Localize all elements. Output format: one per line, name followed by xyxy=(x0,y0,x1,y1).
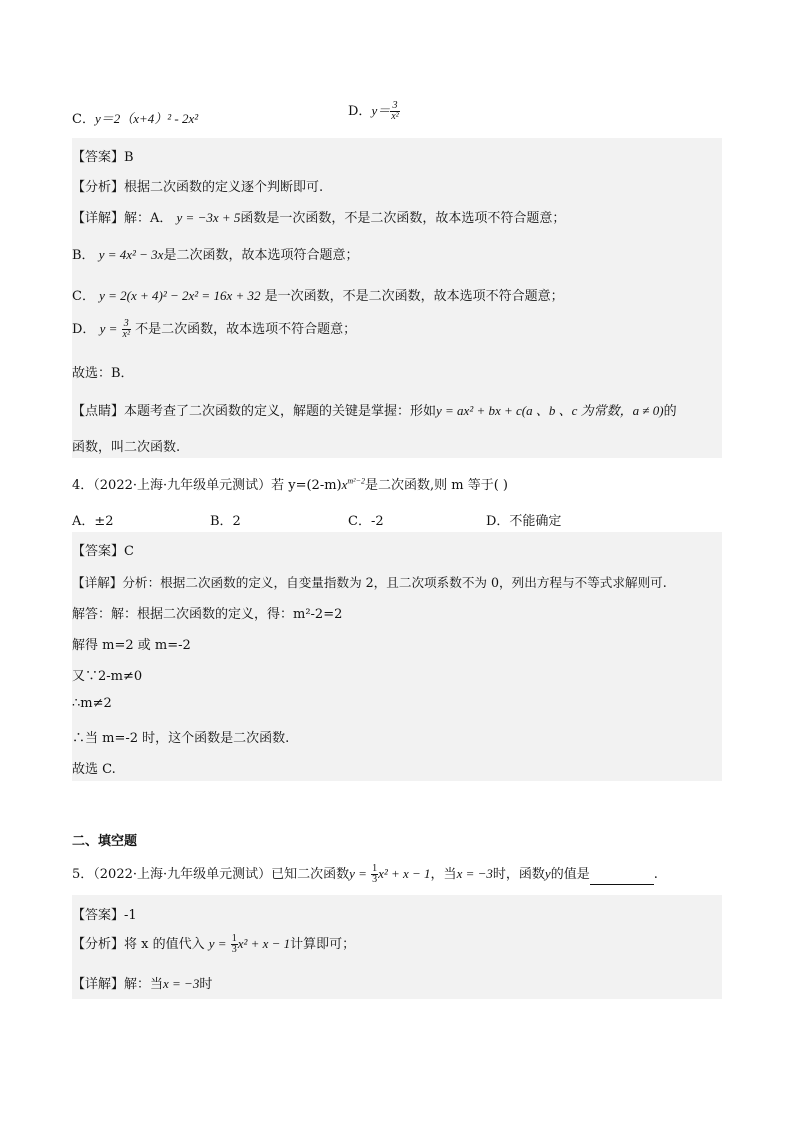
frac-den: 3 xyxy=(231,944,237,955)
math-expr: x = −3 xyxy=(163,976,200,991)
stem-text: . xyxy=(653,867,658,882)
frac-den: x² xyxy=(122,329,130,340)
q3-detail-c xyxy=(72,285,564,304)
math-expr: x = −3 xyxy=(456,866,493,881)
q4-option-a: A．±2 xyxy=(72,514,114,529)
option-label: C． xyxy=(72,112,95,127)
q4-line: ∴当 m=-2 时，这个函数是二次函数. xyxy=(72,731,290,746)
detail-label: B． xyxy=(72,248,95,263)
q5-answer: 【答案】-1 xyxy=(72,908,137,923)
math-expr: y = 2(x + 4)² − 2x² = 16x + 32 xyxy=(99,288,261,303)
q3-detail-d xyxy=(72,318,356,340)
q3-detail-b xyxy=(72,244,358,263)
detail-text: 【详解】解：当 xyxy=(72,977,164,992)
q4-option-c: C．-2 xyxy=(348,514,384,529)
q5-stem xyxy=(72,863,658,885)
stem-text: 4．（2022·上海·九年级单元测试）若 y=(2-m) xyxy=(72,478,342,493)
detail-prefix: 【详解】解：A． xyxy=(72,211,173,226)
option-label: D． xyxy=(348,104,372,119)
q4-line: ∴m≠2 xyxy=(72,696,112,711)
detail-text: 时 xyxy=(199,977,213,992)
option-expr: y＝ xyxy=(371,103,391,118)
frac-num: 3 xyxy=(123,318,129,329)
analysis-text: 【分析】将 x 的值代入 xyxy=(72,937,205,952)
math-expr: x xyxy=(341,477,348,492)
q4-option-d: D．不能确定 xyxy=(486,514,562,529)
frac-num: 1 xyxy=(231,933,237,944)
q3-option-c xyxy=(72,108,198,127)
q4-stem xyxy=(72,474,508,493)
math-expr: y = xyxy=(349,866,367,881)
q3-option-d xyxy=(348,100,400,122)
q4-line: 又∵2-m≠0 xyxy=(72,669,143,684)
detail-text: 是二次函数，故本选项符合题意； xyxy=(163,248,359,263)
fraction xyxy=(371,864,378,885)
analysis-text: 计算即可； xyxy=(290,937,356,952)
math-expr: x² + x − 1 xyxy=(237,936,291,951)
frac-num: 1 xyxy=(372,863,378,874)
q3-comment-line2: 函数，叫二次函数. xyxy=(72,440,181,455)
detail-label: D． xyxy=(72,322,96,337)
math-expr: x² + x − 1 xyxy=(378,866,431,881)
stem-text: 5．（2022·上海·九年级单元测试）已知二次函数 xyxy=(72,867,350,882)
q3-detail-a xyxy=(72,207,565,226)
section-title: 二、填空题 xyxy=(72,834,138,849)
q4-answer: 【答案】C xyxy=(72,544,134,559)
q4-detail: 【详解】分析：根据二次函数的定义，自变量指数为 2，且二次项系数不为 0，列出方程与不等式求解则可. xyxy=(72,575,667,590)
stem-text: 是二次函数,则 m 等于( ) xyxy=(364,478,508,493)
q3-choice: 故选：B． xyxy=(72,366,134,381)
q4-line: 解得 m=2 或 m=-2 xyxy=(72,638,191,653)
q4-option-b: B．2 xyxy=(210,514,241,529)
frac-den: x² xyxy=(391,111,399,122)
detail-label: C． xyxy=(72,289,95,304)
math-expr: y = 4x² − 3x xyxy=(98,247,164,262)
stem-text: ，当 xyxy=(430,867,457,882)
q4-line: 故选 C. xyxy=(72,762,116,777)
q5-analysis xyxy=(72,933,355,955)
detail-text: 不是二次函数，故本选项不符合题意； xyxy=(135,322,357,337)
fraction xyxy=(390,101,399,122)
stem-text: 的值是 xyxy=(550,867,590,882)
option-expr: y＝2（x+4）² - 2x² xyxy=(94,111,199,126)
comment-text: 【点睛】本题考查了二次函数的定义，解题的关键是掌握：形如 xyxy=(72,404,437,419)
frac-den: 3 xyxy=(372,874,378,885)
exponent: m²−2 xyxy=(347,476,365,486)
comment-text: 的 xyxy=(663,404,677,419)
detail-text: 函数是一次函数，不是二次函数，故本选项不符合题意； xyxy=(240,211,566,226)
stem-text: 时，函数 xyxy=(492,867,545,882)
q3-comment xyxy=(72,400,677,419)
math-expr: y = −3x + 5 xyxy=(176,210,241,225)
q5-detail xyxy=(72,973,212,992)
answer-blank[interactable] xyxy=(590,872,654,885)
fraction xyxy=(122,319,131,340)
math-expr: y = xyxy=(208,936,227,951)
math-expr: y xyxy=(544,866,551,881)
q3-answer: 【答案】B xyxy=(72,150,134,165)
math-expr: y = xyxy=(99,321,118,336)
fraction xyxy=(231,934,238,955)
q3-analysis: 【分析】根据二次函数的定义逐个判断即可. xyxy=(72,180,324,195)
math-expr: y = ax² + bx + c(a 、b 、c 为常数，a ≠ 0) xyxy=(436,403,664,418)
frac-num: 3 xyxy=(392,100,398,111)
q4-line: 解答：解：根据二次函数的定义，得：m²-2=2 xyxy=(72,607,343,622)
detail-text: 是一次函数，不是二次函数，故本选项不符合题意； xyxy=(264,289,564,304)
